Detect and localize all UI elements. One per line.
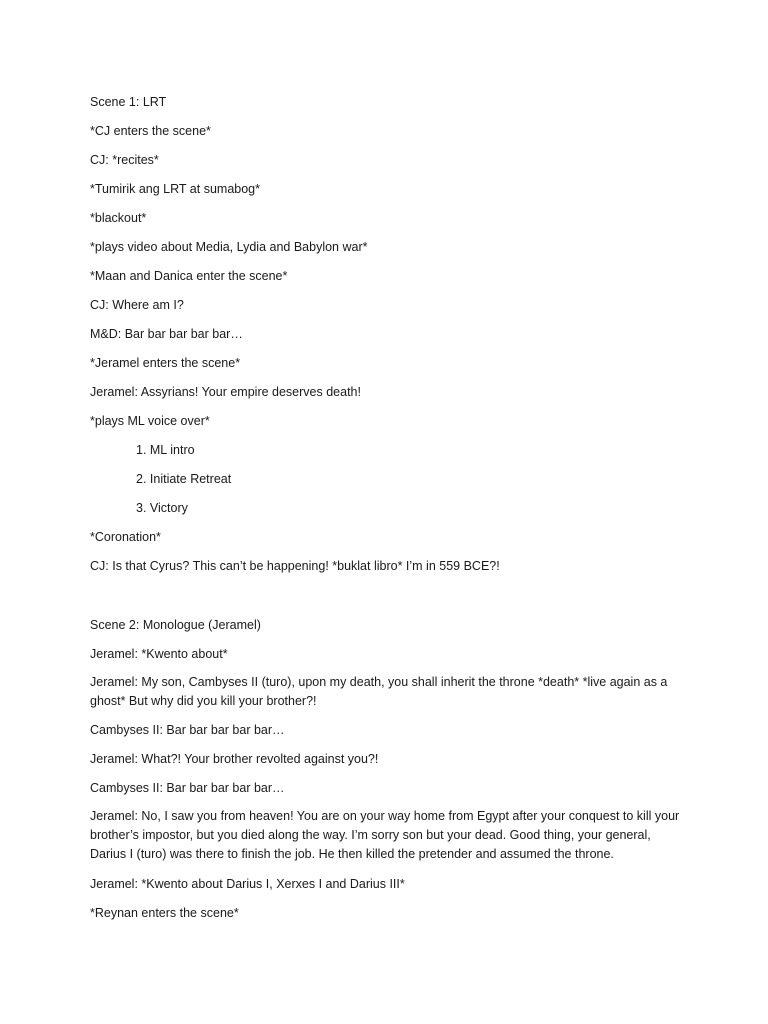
numbered-list-item: 1. ML intro [136,443,195,457]
script-line: Jeramel: Assyrians! Your empire deserves death! [90,385,361,399]
script-line: Jeramel: My son, Cambyses II (turo), upon my death, you shall inherit the throne *death* *live again as a ghost* But why did you kill your brother?! [90,675,668,708]
script-line: *plays video about Media, Lydia and Babylon war* [90,240,368,254]
script-line: Cambyses II: Bar bar bar bar bar… [90,781,285,795]
script-line: *plays ML voice over* [90,414,210,428]
script-line: *CJ enters the scene* [90,124,211,138]
script-line: M&D: Bar bar bar bar bar… [90,327,243,341]
script-line: CJ: *recites* [90,153,159,167]
script-line: Jeramel: No, I saw you from heaven! You are on your way home from Egypt after your conquest to kill your brother’s impostor, but you died along the way. I’m sorry son but your dead. Good thing, your general, Darius I (turo) was there to finish the job. He then killed the pretender and assumed the throne. [90,809,680,861]
script-line: *Maan and Danica enter the scene* [90,269,288,283]
script-line: *blackout* [90,211,147,225]
script-line: *Jeramel enters the scene* [90,356,241,370]
script-line: *Coronation* [90,530,161,544]
script-line: Cambyses II: Bar bar bar bar bar… [90,723,285,737]
script-line: *Tumirik ang LRT at sumabog* [90,182,260,196]
script-line: CJ: Is that Cyrus? This can’t be happening! *buklat libro* I’m in 559 BCE?! [90,559,500,573]
scene-1-heading: Scene 1: LRT [90,95,167,109]
script-line: Jeramel: *Kwento about* [90,647,228,661]
numbered-list-item: 2. Initiate Retreat [136,472,232,486]
script-line: Jeramel: What?! Your brother revolted against you?! [90,752,379,766]
script-line: Jeramel: *Kwento about Darius I, Xerxes I and Darius III* [90,877,405,891]
script-line: *Reynan enters the scene* [90,906,239,920]
numbered-list-item: 3. Victory [136,501,188,515]
script-line: CJ: Where am I? [90,298,184,312]
scene-2-heading: Scene 2: Monologue (Jeramel) [90,618,261,632]
